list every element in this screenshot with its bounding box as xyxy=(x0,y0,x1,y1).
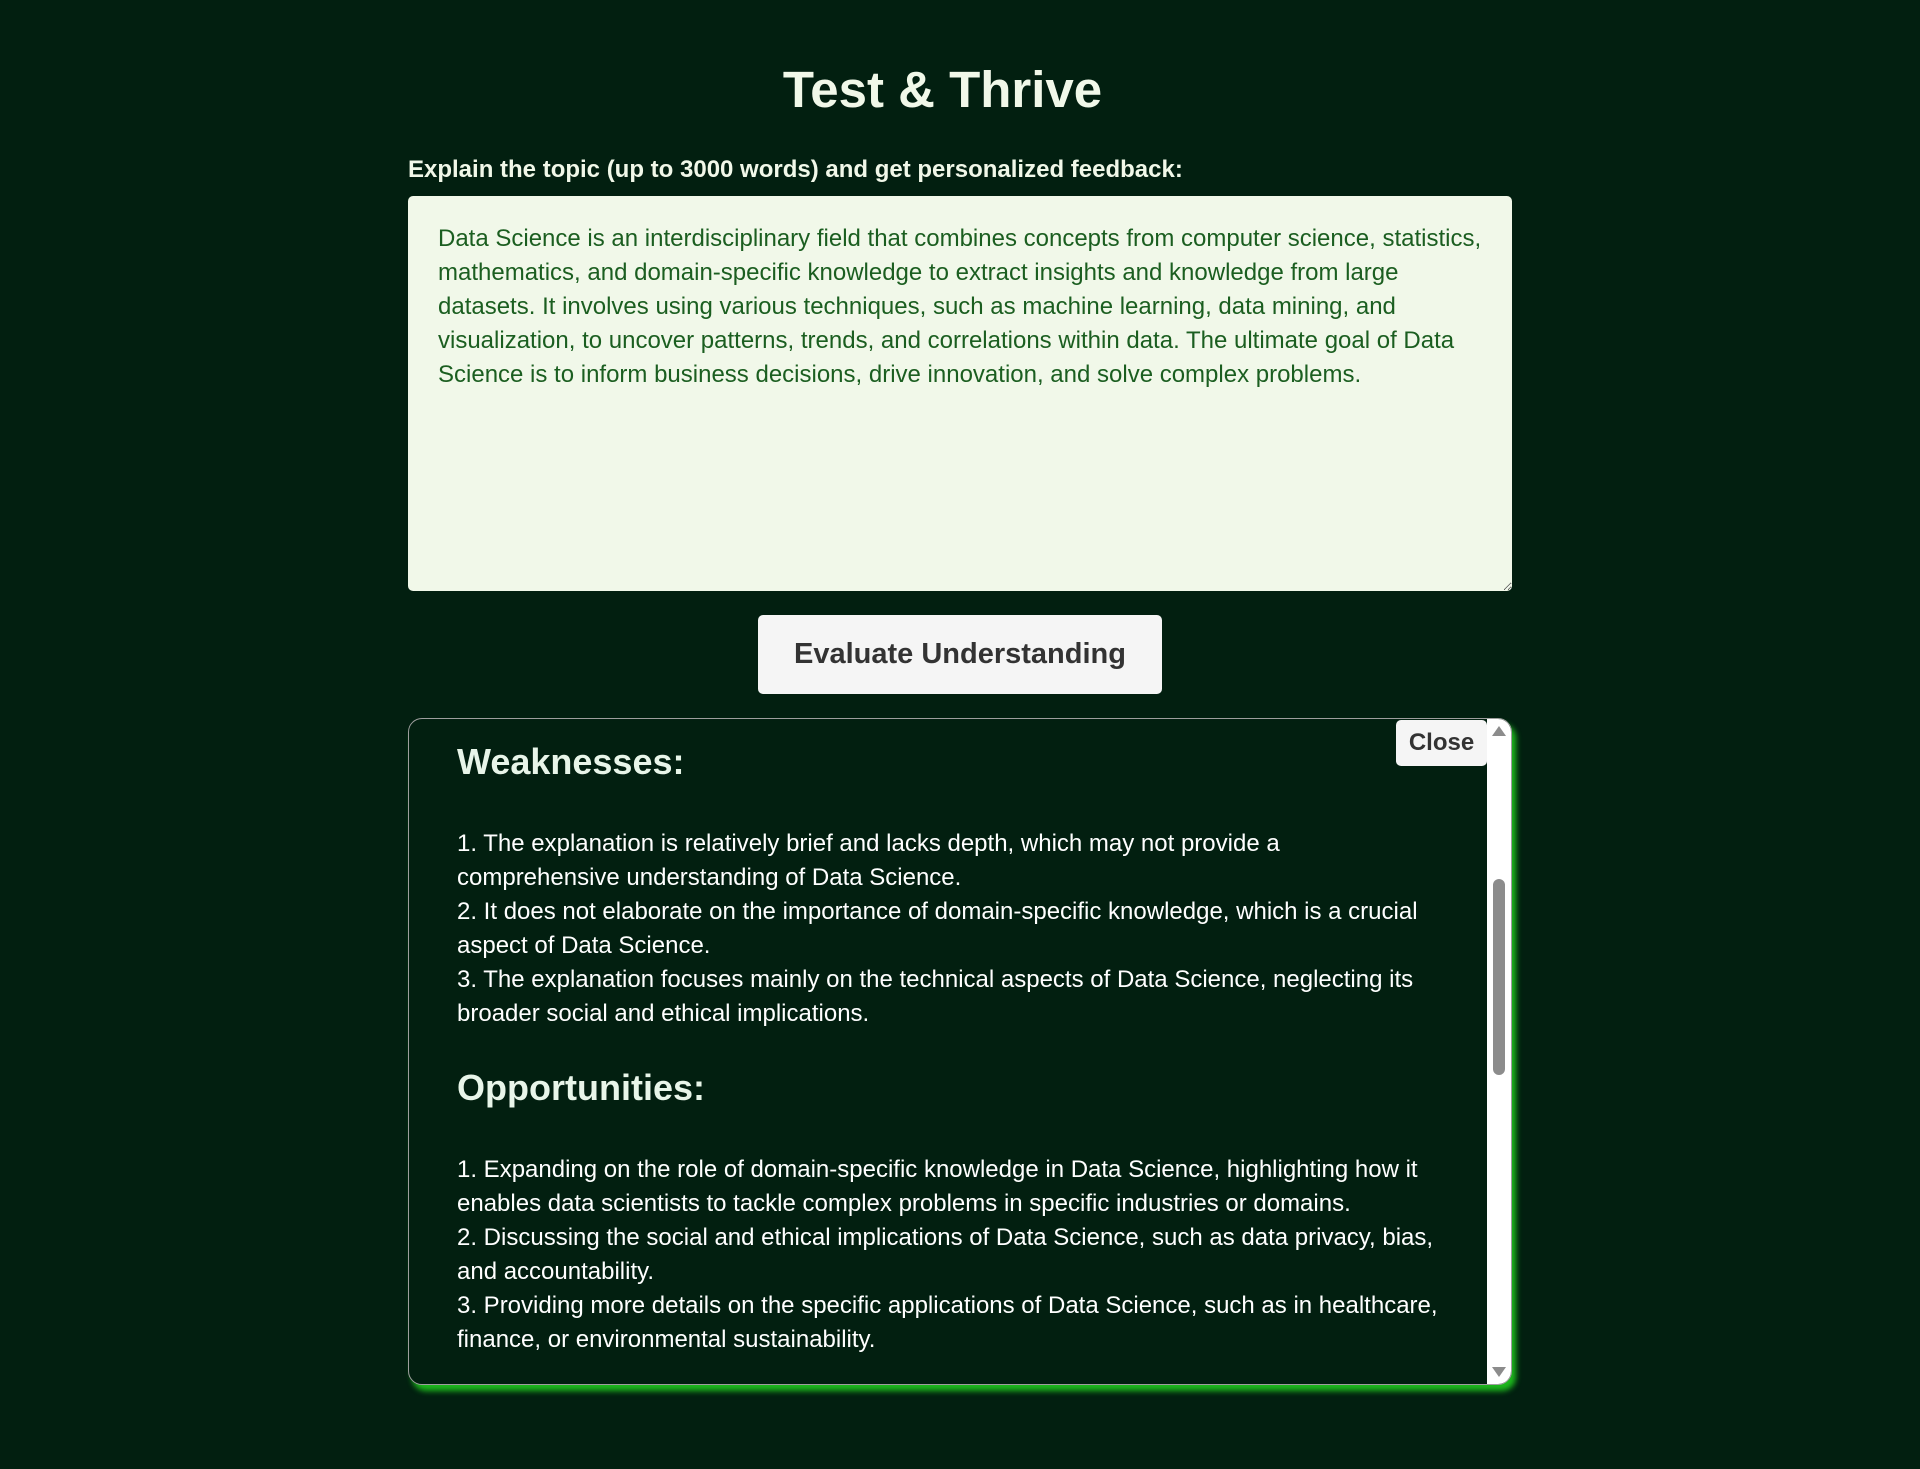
feedback-scrollbar[interactable] xyxy=(1487,719,1511,1384)
page-title: Test & Thrive xyxy=(782,61,1103,118)
weakness-item: 1. The explanation is relatively brief and lacks depth, which may not provide a comprehensive understanding of Data Science. xyxy=(457,830,1280,891)
weaknesses-list xyxy=(457,827,1439,1031)
explanation-prompt-label: Explain the topic (up to 3000 words) and get personalized feedback: xyxy=(408,156,1183,183)
feedback-panel xyxy=(408,718,1512,1385)
opportunities-heading: Opportunities: xyxy=(457,1067,705,1108)
scroll-down-arrow-icon[interactable] xyxy=(1492,1367,1506,1377)
opportunity-item: 1. Expanding on the role of domain-specific knowledge in Data Science, highlighting how it enables data scientists to tackle complex problems in specific industries or domains. xyxy=(457,1156,1418,1217)
opportunities-list xyxy=(457,1153,1439,1357)
opportunity-item: 2. Discussing the social and ethical implications of Data Science, such as data privacy, bias, and accountability. xyxy=(457,1224,1434,1285)
feedback-content xyxy=(409,719,1487,1384)
scroll-thumb[interactable] xyxy=(1493,879,1505,1075)
scroll-up-arrow-icon[interactable] xyxy=(1492,726,1506,736)
close-feedback-button[interactable]: Close xyxy=(1396,720,1487,766)
opportunity-item: 3. Providing more details on the specific applications of Data Science, such as in healthcare, finance, or environmental sustainability. xyxy=(457,1292,1438,1353)
weakness-item: 3. The explanation focuses mainly on the technical aspects of Data Science, neglecting its broader social and ethical implications. xyxy=(457,966,1414,1027)
evaluate-understanding-button[interactable]: Evaluate Understanding xyxy=(758,615,1162,694)
weakness-item: 2. It does not elaborate on the importance of domain-specific knowledge, which is a crucial aspect of Data Science. xyxy=(457,898,1418,959)
explanation-input[interactable] xyxy=(408,196,1512,591)
weaknesses-heading: Weaknesses: xyxy=(457,741,685,782)
